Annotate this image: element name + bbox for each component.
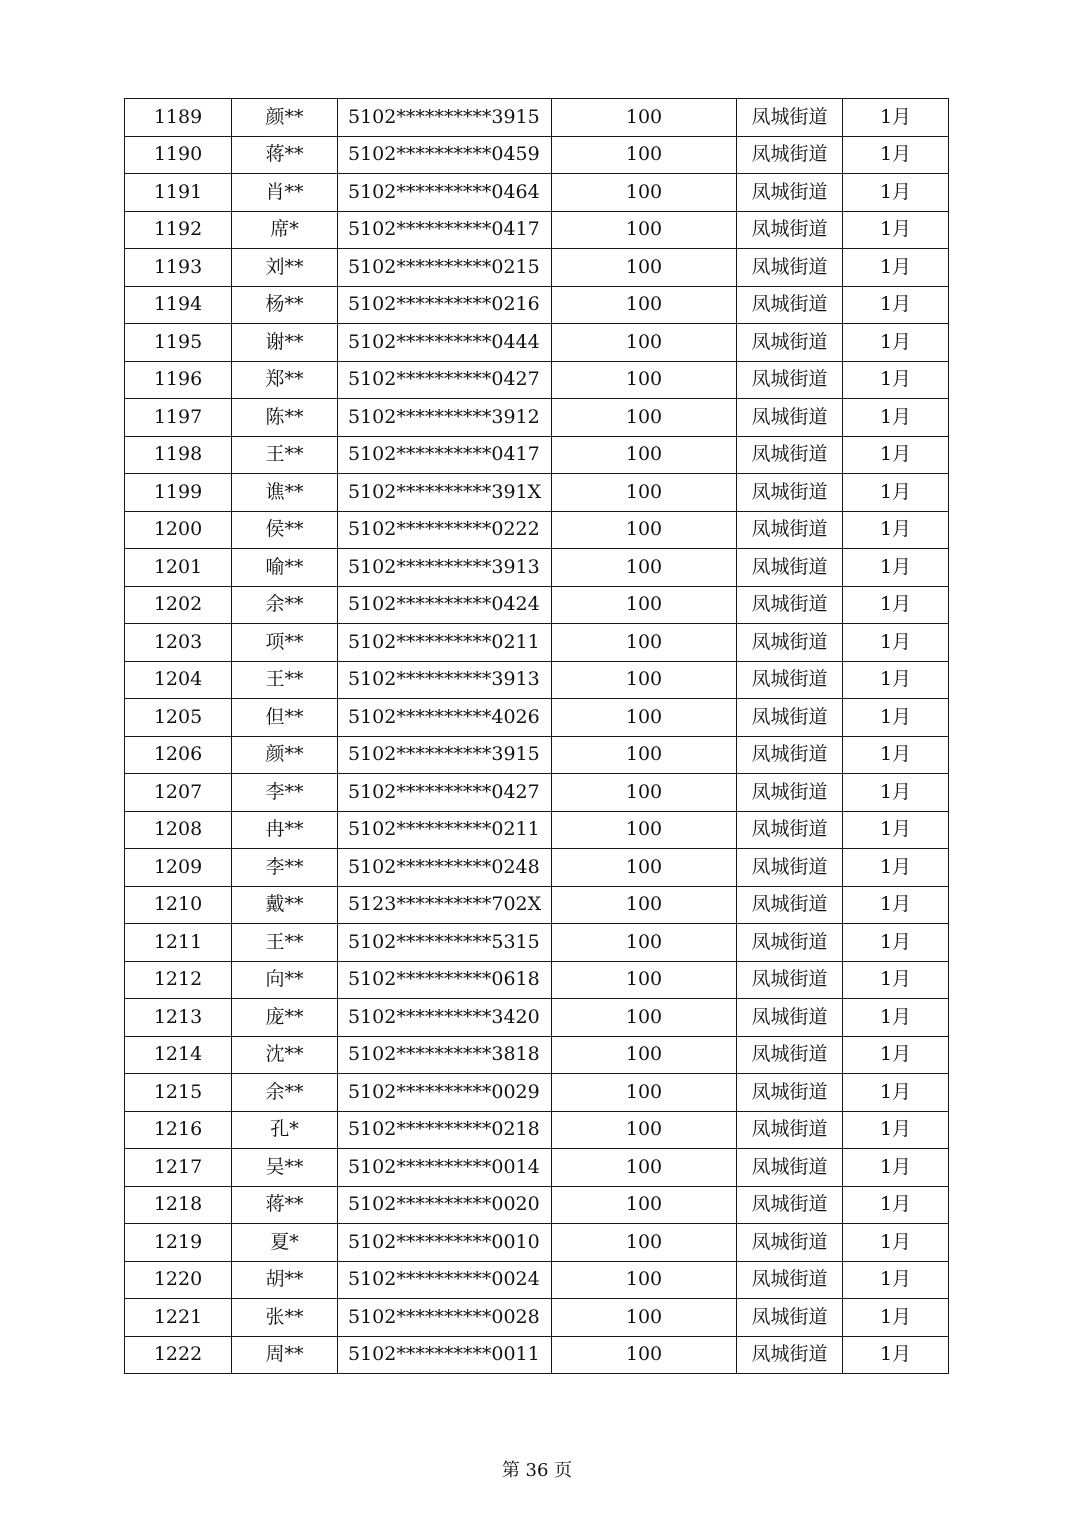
table-row <box>125 174 949 212</box>
cell-name: 项** <box>232 624 338 662</box>
cell-month: 1月 <box>843 324 949 362</box>
cell-street: 凤城街道 <box>737 549 843 587</box>
cell-id-number: 5102**********3912 <box>338 399 552 437</box>
cell-amount: 100 <box>552 1111 737 1149</box>
cell-street: 凤城街道 <box>737 136 843 174</box>
table-row <box>125 699 949 737</box>
cell-amount: 100 <box>552 774 737 812</box>
table-row <box>125 999 949 1037</box>
cell-serial-number: 1194 <box>125 286 232 324</box>
cell-street: 凤城街道 <box>737 661 843 699</box>
cell-amount: 100 <box>552 586 737 624</box>
cell-amount: 100 <box>552 286 737 324</box>
cell-street: 凤城街道 <box>737 1261 843 1299</box>
cell-month: 1月 <box>843 549 949 587</box>
roster-table <box>124 98 949 1374</box>
cell-street: 凤城街道 <box>737 1336 843 1374</box>
cell-month: 1月 <box>843 624 949 662</box>
cell-serial-number: 1215 <box>125 1074 232 1112</box>
cell-id-number: 5123**********702X <box>338 886 552 924</box>
cell-id-number: 5102**********0216 <box>338 286 552 324</box>
cell-name: 侯** <box>232 511 338 549</box>
cell-name: 李** <box>232 774 338 812</box>
cell-street: 凤城街道 <box>737 1111 843 1149</box>
table-row <box>125 661 949 699</box>
cell-amount: 100 <box>552 324 737 362</box>
cell-month: 1月 <box>843 774 949 812</box>
cell-amount: 100 <box>552 361 737 399</box>
cell-id-number: 5102**********0211 <box>338 624 552 662</box>
cell-serial-number: 1196 <box>125 361 232 399</box>
cell-street: 凤城街道 <box>737 624 843 662</box>
cell-id-number: 5102**********0618 <box>338 961 552 999</box>
cell-street: 凤城街道 <box>737 249 843 287</box>
table-row <box>125 886 949 924</box>
table-row <box>125 211 949 249</box>
cell-serial-number: 1199 <box>125 474 232 512</box>
cell-serial-number: 1197 <box>125 399 232 437</box>
cell-name: 蒋** <box>232 1186 338 1224</box>
cell-id-number: 5102**********0424 <box>338 586 552 624</box>
cell-serial-number: 1207 <box>125 774 232 812</box>
cell-month: 1月 <box>843 1336 949 1374</box>
cell-name: 吴** <box>232 1149 338 1187</box>
table-row <box>125 324 949 362</box>
cell-month: 1月 <box>843 286 949 324</box>
cell-street: 凤城街道 <box>737 99 843 137</box>
cell-serial-number: 1193 <box>125 249 232 287</box>
cell-serial-number: 1222 <box>125 1336 232 1374</box>
cell-id-number: 5102**********0459 <box>338 136 552 174</box>
cell-name: 沈** <box>232 1036 338 1074</box>
table-row <box>125 361 949 399</box>
cell-id-number: 5102**********0011 <box>338 1336 552 1374</box>
cell-month: 1月 <box>843 1149 949 1187</box>
table-row <box>125 136 949 174</box>
cell-amount: 100 <box>552 1186 737 1224</box>
cell-street: 凤城街道 <box>737 211 843 249</box>
cell-amount: 100 <box>552 174 737 212</box>
cell-street: 凤城街道 <box>737 961 843 999</box>
cell-amount: 100 <box>552 736 737 774</box>
cell-serial-number: 1206 <box>125 736 232 774</box>
cell-month: 1月 <box>843 99 949 137</box>
cell-month: 1月 <box>843 1111 949 1149</box>
cell-name: 谢** <box>232 324 338 362</box>
cell-street: 凤城街道 <box>737 1036 843 1074</box>
cell-id-number: 5102**********0029 <box>338 1074 552 1112</box>
table-row <box>125 849 949 887</box>
cell-serial-number: 1200 <box>125 511 232 549</box>
cell-name: 李** <box>232 849 338 887</box>
cell-month: 1月 <box>843 211 949 249</box>
cell-month: 1月 <box>843 1186 949 1224</box>
cell-name: 庞** <box>232 999 338 1037</box>
cell-serial-number: 1218 <box>125 1186 232 1224</box>
cell-street: 凤城街道 <box>737 736 843 774</box>
cell-id-number: 5102**********0218 <box>338 1111 552 1149</box>
cell-id-number: 5102**********0417 <box>338 436 552 474</box>
cell-month: 1月 <box>843 1261 949 1299</box>
cell-name: 王** <box>232 661 338 699</box>
cell-id-number: 5102**********0211 <box>338 811 552 849</box>
cell-id-number: 5102**********0024 <box>338 1261 552 1299</box>
table-row <box>125 436 949 474</box>
cell-street: 凤城街道 <box>737 924 843 962</box>
cell-name: 席* <box>232 211 338 249</box>
cell-month: 1月 <box>843 1074 949 1112</box>
cell-amount: 100 <box>552 624 737 662</box>
cell-street: 凤城街道 <box>737 399 843 437</box>
cell-month: 1月 <box>843 1224 949 1262</box>
cell-serial-number: 1211 <box>125 924 232 962</box>
cell-serial-number: 1189 <box>125 99 232 137</box>
cell-id-number: 5102**********3913 <box>338 661 552 699</box>
cell-name: 冉** <box>232 811 338 849</box>
cell-amount: 100 <box>552 661 737 699</box>
cell-street: 凤城街道 <box>737 361 843 399</box>
cell-amount: 100 <box>552 1036 737 1074</box>
cell-month: 1月 <box>843 961 949 999</box>
cell-serial-number: 1221 <box>125 1299 232 1337</box>
cell-amount: 100 <box>552 811 737 849</box>
cell-street: 凤城街道 <box>737 849 843 887</box>
cell-amount: 100 <box>552 999 737 1037</box>
cell-serial-number: 1203 <box>125 624 232 662</box>
table-row <box>125 1224 949 1262</box>
cell-id-number: 5102**********0427 <box>338 361 552 399</box>
cell-serial-number: 1204 <box>125 661 232 699</box>
cell-street: 凤城街道 <box>737 811 843 849</box>
cell-id-number: 5102**********0010 <box>338 1224 552 1262</box>
table-row <box>125 99 949 137</box>
cell-name: 余** <box>232 586 338 624</box>
cell-amount: 100 <box>552 249 737 287</box>
cell-month: 1月 <box>843 436 949 474</box>
cell-amount: 100 <box>552 436 737 474</box>
table-row <box>125 1149 949 1187</box>
table-row <box>125 624 949 662</box>
cell-id-number: 5102**********3913 <box>338 549 552 587</box>
table-row <box>125 961 949 999</box>
cell-street: 凤城街道 <box>737 324 843 362</box>
cell-name: 郑** <box>232 361 338 399</box>
cell-street: 凤城街道 <box>737 286 843 324</box>
cell-serial-number: 1201 <box>125 549 232 587</box>
cell-street: 凤城街道 <box>737 174 843 212</box>
cell-month: 1月 <box>843 586 949 624</box>
cell-amount: 100 <box>552 1149 737 1187</box>
cell-amount: 100 <box>552 961 737 999</box>
cell-month: 1月 <box>843 511 949 549</box>
cell-street: 凤城街道 <box>737 1224 843 1262</box>
table-row <box>125 1261 949 1299</box>
cell-amount: 100 <box>552 1261 737 1299</box>
cell-month: 1月 <box>843 136 949 174</box>
cell-serial-number: 1213 <box>125 999 232 1037</box>
cell-name: 蒋** <box>232 136 338 174</box>
cell-serial-number: 1217 <box>125 1149 232 1187</box>
cell-name: 但** <box>232 699 338 737</box>
cell-id-number: 5102**********0215 <box>338 249 552 287</box>
cell-street: 凤城街道 <box>737 586 843 624</box>
cell-serial-number: 1192 <box>125 211 232 249</box>
table-row <box>125 474 949 512</box>
cell-amount: 100 <box>552 136 737 174</box>
table-row <box>125 586 949 624</box>
cell-id-number: 5102**********3420 <box>338 999 552 1037</box>
cell-name: 王** <box>232 924 338 962</box>
cell-month: 1月 <box>843 849 949 887</box>
cell-id-number: 5102**********0464 <box>338 174 552 212</box>
cell-name: 孔* <box>232 1111 338 1149</box>
cell-street: 凤城街道 <box>737 699 843 737</box>
table-row <box>125 1336 949 1374</box>
cell-street: 凤城街道 <box>737 999 843 1037</box>
cell-serial-number: 1202 <box>125 586 232 624</box>
cell-serial-number: 1220 <box>125 1261 232 1299</box>
cell-serial-number: 1214 <box>125 1036 232 1074</box>
cell-amount: 100 <box>552 549 737 587</box>
cell-month: 1月 <box>843 924 949 962</box>
cell-month: 1月 <box>843 999 949 1037</box>
cell-month: 1月 <box>843 699 949 737</box>
cell-name: 向** <box>232 961 338 999</box>
cell-amount: 100 <box>552 1074 737 1112</box>
cell-id-number: 5102**********3915 <box>338 99 552 137</box>
cell-month: 1月 <box>843 811 949 849</box>
cell-amount: 100 <box>552 99 737 137</box>
cell-id-number: 5102**********3915 <box>338 736 552 774</box>
cell-name: 陈** <box>232 399 338 437</box>
cell-street: 凤城街道 <box>737 886 843 924</box>
cell-serial-number: 1212 <box>125 961 232 999</box>
cell-street: 凤城街道 <box>737 1074 843 1112</box>
cell-serial-number: 1198 <box>125 436 232 474</box>
cell-month: 1月 <box>843 661 949 699</box>
cell-street: 凤城街道 <box>737 1149 843 1187</box>
cell-serial-number: 1195 <box>125 324 232 362</box>
cell-month: 1月 <box>843 361 949 399</box>
cell-id-number: 5102**********0222 <box>338 511 552 549</box>
cell-id-number: 5102**********0020 <box>338 1186 552 1224</box>
cell-name: 谯** <box>232 474 338 512</box>
cell-serial-number: 1216 <box>125 1111 232 1149</box>
cell-amount: 100 <box>552 474 737 512</box>
cell-id-number: 5102**********0248 <box>338 849 552 887</box>
cell-id-number: 5102**********0427 <box>338 774 552 812</box>
cell-id-number: 5102**********5315 <box>338 924 552 962</box>
cell-name: 张** <box>232 1299 338 1337</box>
cell-month: 1月 <box>843 174 949 212</box>
table-row <box>125 511 949 549</box>
cell-id-number: 5102**********0444 <box>338 324 552 362</box>
cell-serial-number: 1191 <box>125 174 232 212</box>
cell-amount: 100 <box>552 511 737 549</box>
cell-name: 夏* <box>232 1224 338 1262</box>
cell-month: 1月 <box>843 399 949 437</box>
roster-table-body <box>125 99 949 1374</box>
table-row <box>125 286 949 324</box>
table-row <box>125 249 949 287</box>
cell-name: 刘** <box>232 249 338 287</box>
table-row <box>125 924 949 962</box>
cell-amount: 100 <box>552 886 737 924</box>
cell-id-number: 5102**********4026 <box>338 699 552 737</box>
cell-serial-number: 1205 <box>125 699 232 737</box>
cell-amount: 100 <box>552 1299 737 1337</box>
cell-street: 凤城街道 <box>737 774 843 812</box>
cell-name: 颜** <box>232 99 338 137</box>
table-row <box>125 774 949 812</box>
cell-name: 王** <box>232 436 338 474</box>
cell-amount: 100 <box>552 1224 737 1262</box>
cell-name: 胡** <box>232 1261 338 1299</box>
cell-month: 1月 <box>843 249 949 287</box>
cell-serial-number: 1209 <box>125 849 232 887</box>
cell-amount: 100 <box>552 211 737 249</box>
cell-id-number: 5102**********0014 <box>338 1149 552 1187</box>
cell-name: 喻** <box>232 549 338 587</box>
table-row <box>125 736 949 774</box>
cell-amount: 100 <box>552 1336 737 1374</box>
cell-month: 1月 <box>843 1036 949 1074</box>
table-row <box>125 1036 949 1074</box>
table-row <box>125 549 949 587</box>
cell-name: 杨** <box>232 286 338 324</box>
cell-serial-number: 1210 <box>125 886 232 924</box>
cell-amount: 100 <box>552 699 737 737</box>
cell-id-number: 5102**********391X <box>338 474 552 512</box>
table-row <box>125 1111 949 1149</box>
cell-street: 凤城街道 <box>737 436 843 474</box>
cell-id-number: 5102**********3818 <box>338 1036 552 1074</box>
cell-id-number: 5102**********0417 <box>338 211 552 249</box>
table-row <box>125 1074 949 1112</box>
cell-month: 1月 <box>843 736 949 774</box>
cell-amount: 100 <box>552 849 737 887</box>
cell-name: 肖** <box>232 174 338 212</box>
cell-name: 颜** <box>232 736 338 774</box>
table-row <box>125 399 949 437</box>
cell-serial-number: 1219 <box>125 1224 232 1262</box>
cell-amount: 100 <box>552 924 737 962</box>
cell-street: 凤城街道 <box>737 1186 843 1224</box>
cell-month: 1月 <box>843 886 949 924</box>
cell-id-number: 5102**********0028 <box>338 1299 552 1337</box>
cell-name: 余** <box>232 1074 338 1112</box>
cell-serial-number: 1208 <box>125 811 232 849</box>
table-row <box>125 1299 949 1337</box>
cell-street: 凤城街道 <box>737 474 843 512</box>
table-row <box>125 1186 949 1224</box>
cell-name: 周** <box>232 1336 338 1374</box>
cell-month: 1月 <box>843 1299 949 1337</box>
cell-street: 凤城街道 <box>737 511 843 549</box>
page-number: 第 36 页 <box>501 1460 573 1481</box>
cell-street: 凤城街道 <box>737 1299 843 1337</box>
cell-serial-number: 1190 <box>125 136 232 174</box>
cell-name: 戴** <box>232 886 338 924</box>
table-row <box>125 811 949 849</box>
cell-amount: 100 <box>552 399 737 437</box>
cell-month: 1月 <box>843 474 949 512</box>
